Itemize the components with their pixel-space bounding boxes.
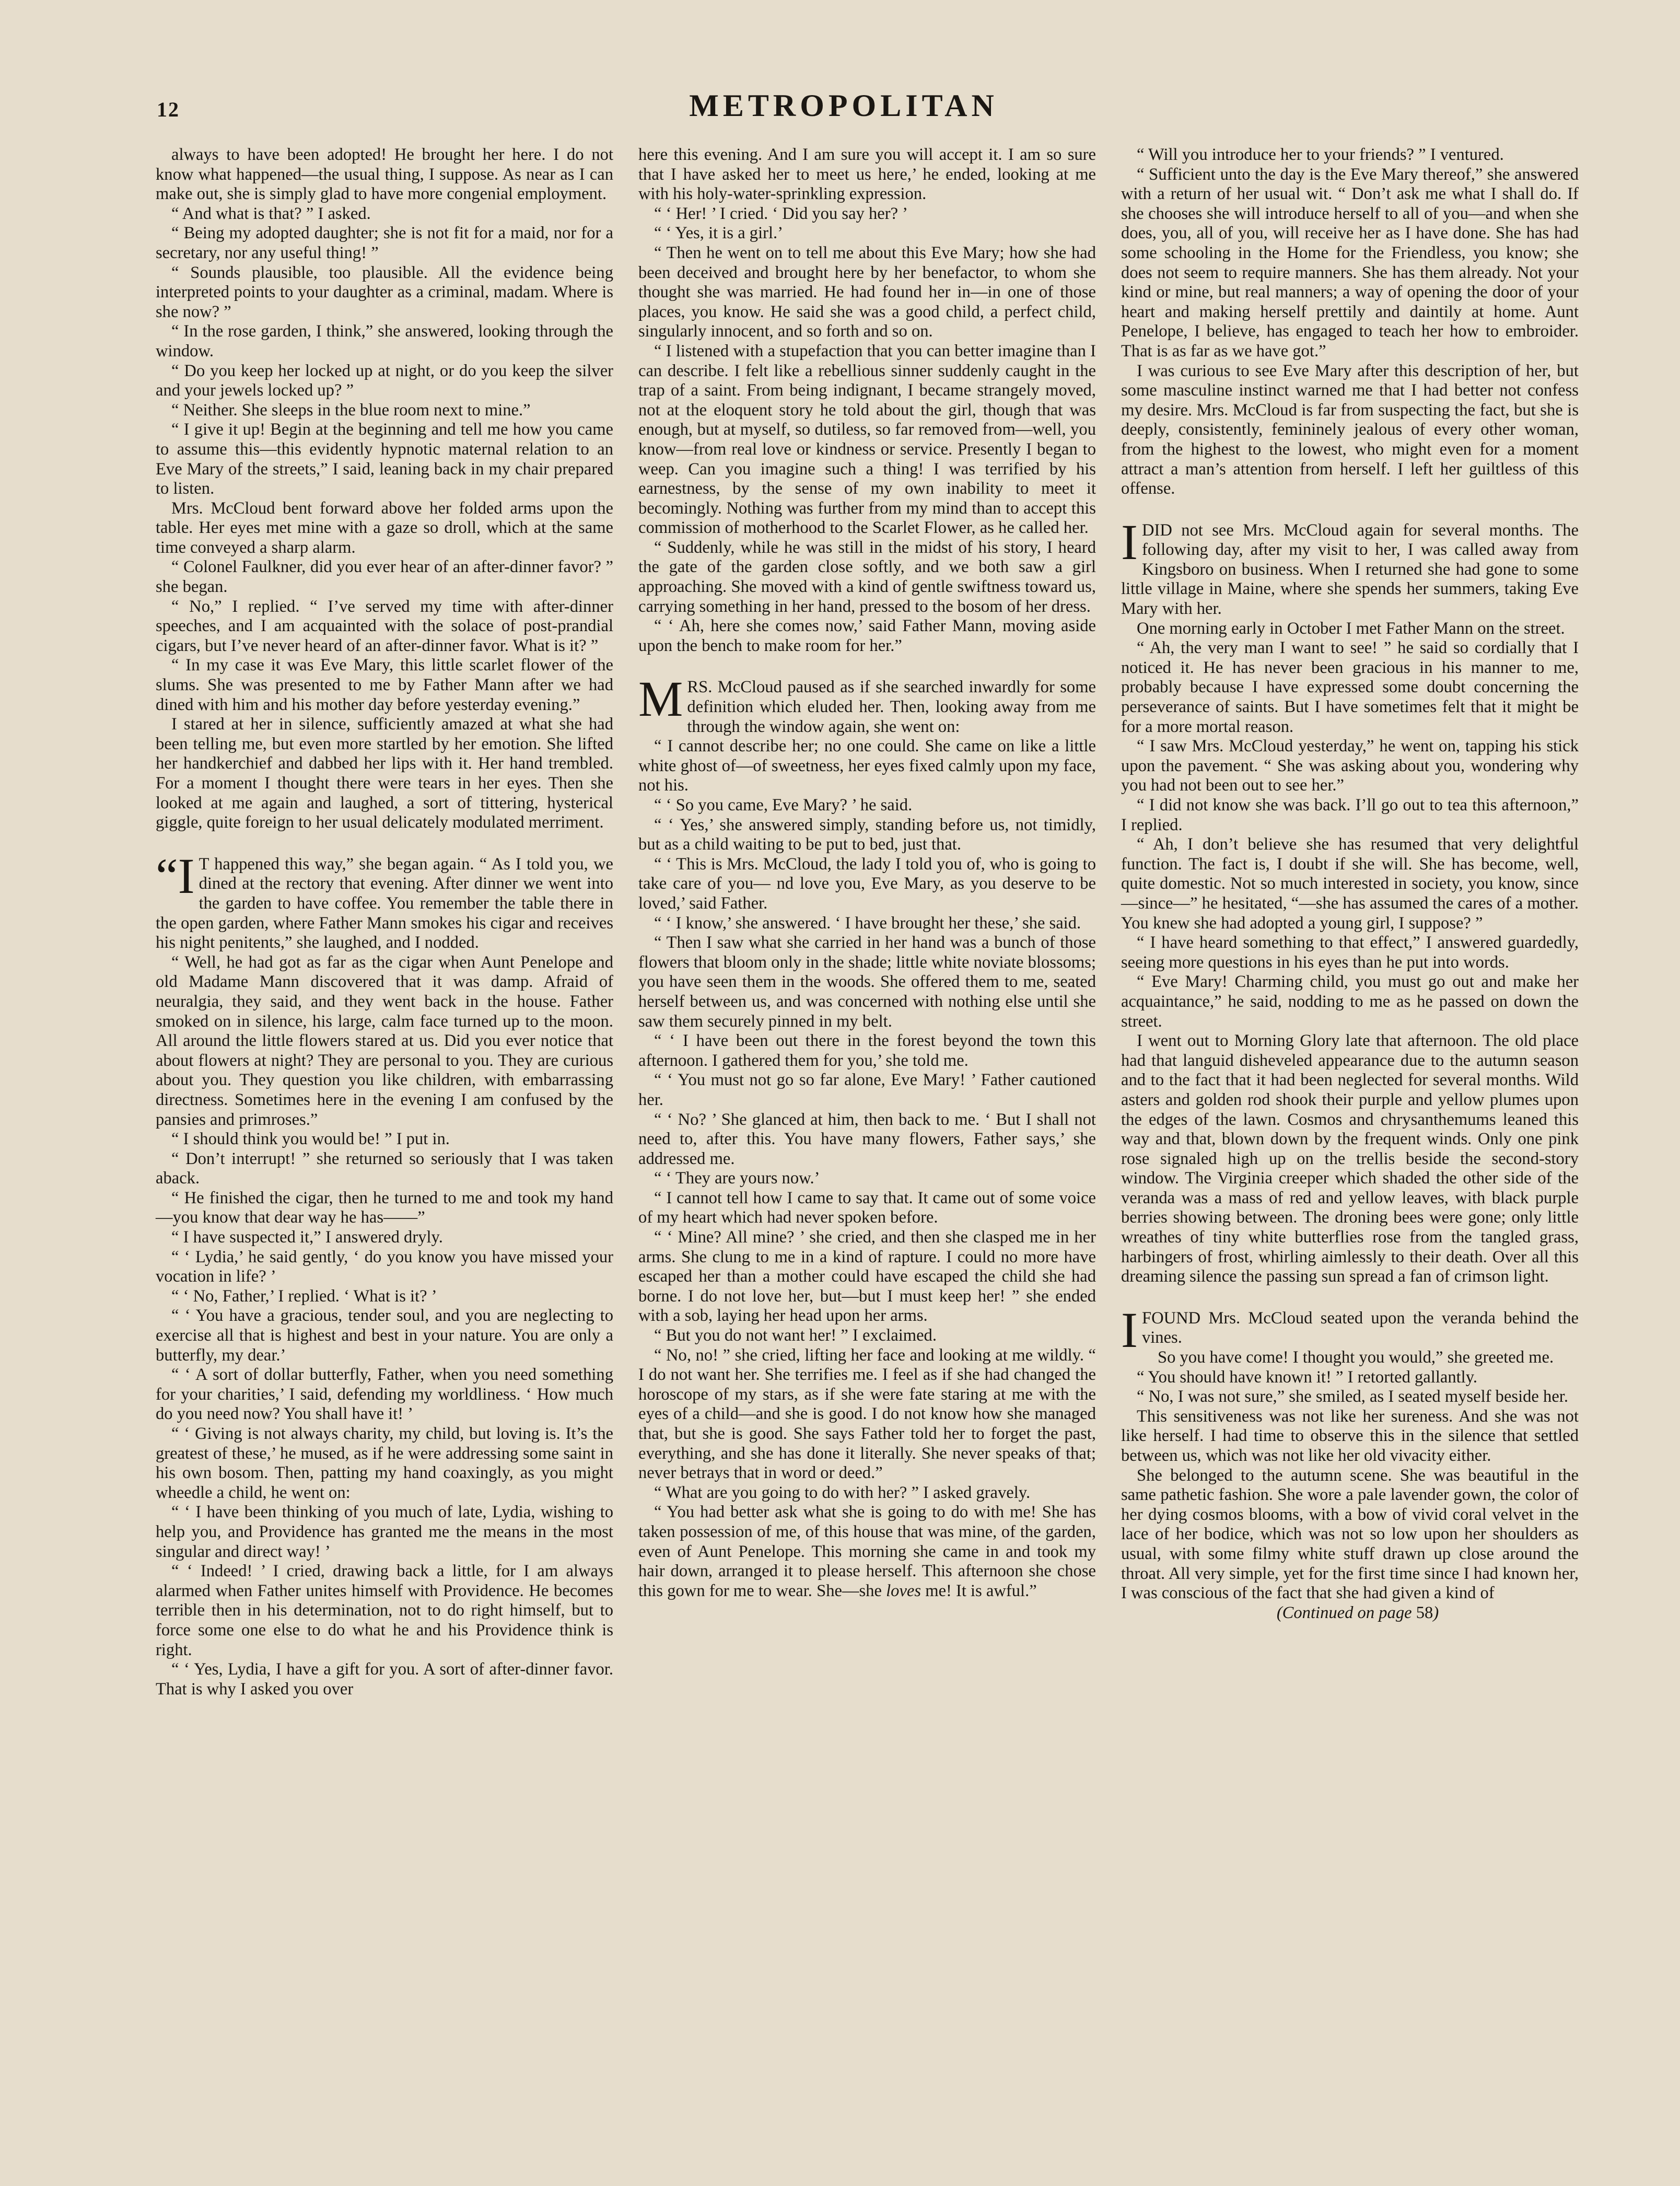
continued-suffix: ) xyxy=(1433,1603,1439,1622)
article-paragraph xyxy=(638,671,1096,737)
article-paragraph xyxy=(156,1228,613,1248)
article-paragraph xyxy=(638,855,1096,914)
article-paragraph xyxy=(638,1483,1096,1503)
article-paragraph xyxy=(638,1031,1096,1071)
drop-cap: I xyxy=(1121,514,1138,570)
article-column-3 xyxy=(1121,145,1579,1623)
paragraph-text: “ Then I saw what she carried in her hand was a bunch of those flowers that bloom only in the shade; little white noviate blossoms; you have seen them in the woods. She offered them to me, seated herself between us, and was concerned with nothing else until she saw them securely pinned in my belt. xyxy=(638,933,1096,1031)
article-paragraph xyxy=(638,737,1096,796)
article-paragraph xyxy=(638,1228,1096,1326)
article-paragraph xyxy=(1121,972,1579,1031)
paragraph-text: “ Colonel Faulkner, did you ever hear of an after-dinner favor? ” she began. xyxy=(156,557,613,597)
paragraph-text: “ In the rose garden, I think,” she answered, looking through the window. xyxy=(156,322,613,361)
paragraph-text: “ ‘ Mine? All mine? ’ she cried, and then she clasped me in her arms. She clung to me in a kind of rapture. I could no more have escaped her than a mother could have escaped the child she had borne. I do not love her, but—but I must keep her! ” she ended with a sob, laying her head upon her arms. xyxy=(638,1228,1096,1325)
article-column-1 xyxy=(156,145,613,1699)
article-paragraph xyxy=(156,715,613,833)
paragraph-text: “ But you do not want her! ” I exclaimed. xyxy=(654,1326,937,1345)
paragraph-text: “ Do you keep her locked up at night, or do you keep the silver and your jewels locked up? ” xyxy=(156,361,613,400)
paragraph-text: Mrs. McCloud bent forward above her folded arms upon the table. Her eyes met mine with a gaze so droll, which at the same time conveyed a sharp alarm. xyxy=(156,498,613,557)
article-paragraph xyxy=(156,401,613,421)
article-paragraph xyxy=(638,1326,1096,1346)
article-paragraph xyxy=(156,322,613,361)
paragraph-text: “ Then he went on to tell me about this Eve Mary; how she had been deceived and brought here by her benefactor, to whom she thought she was married. He had found her in—in one of those places, you know. He said she was a good child, a perfect child, singularly innocent, and so forth and so on. xyxy=(638,243,1096,341)
article-paragraph xyxy=(156,362,613,401)
paragraph-text: DID not see Mrs. McCloud again for several months. The following day, after my visit to her, I was called away from Kingsboro on business. When I returned she had gone to some little village in Maine, where she spends her summers, taking Eve Mary with her. xyxy=(1121,520,1579,619)
paragraph-text: “ Neither. She sleeps in the blue room next to mine.” xyxy=(171,400,531,420)
paragraph-text: “ Ah, I don’t believe she has resumed that very delightful function. The fact is, I doubt if she will. She has become, well, quite domestic. Not so much interested in society, you know, since—since—” he hesitated, “—she has assumed the cares of a mother. You knew she had adopted a young girl, I suppose? ” xyxy=(1121,835,1579,933)
article-paragraph xyxy=(156,953,613,1130)
article-paragraph xyxy=(156,499,613,558)
paragraph-text: always to have been adopted! He brought her here. I do not know what happened—the usual thing, I suppose. As near as I can make out, she is simply glad to have more congenial employment. xyxy=(156,145,613,204)
paragraph-text: “ I should think you would be! ” I put in. xyxy=(171,1130,450,1149)
paragraph-text: “ I listened with a stupefaction that you can better imagine than I can describe. I felt like a rebellious sinner suddenly caught in the trap of a saint. From being indignant, I became strangely moved, not at the eloquent story he told about the girl, though that was enough, but at myself, so dutiless, so far removed from—well, you know—from real love or kindness or service. Presently I began to weep. Can you imagine such a thing! I was terrified by his earnestness, by the sense of my own inability to meet it becomingly. Nothing was further from my mind than to accept this commission of motherhood to the Scarlet Flower, as he called her. xyxy=(638,341,1096,538)
continued-page-number: 58 xyxy=(1416,1603,1433,1622)
article-paragraph xyxy=(638,204,1096,224)
article-paragraph xyxy=(1121,835,1579,933)
paragraph-text: “ I did not know she was back. I’ll go out to tea this afternoon,” I replied. xyxy=(1121,796,1579,834)
paragraph-text: I stared at her in silence, sufficiently amazed at what she had been telling me, but even more startled by her emotion. She lifted her handkerchief and dabbed her lips with it. Her hand trembled. For a moment I thought there were tears in her eyes. Then she looked at me again and laughed, a sort of tittering, hysterical giggle, quite foreign to her usual delicately modulated merriment. xyxy=(156,715,613,832)
article-paragraph xyxy=(156,204,613,224)
paragraph-text: FOUND Mrs. McCloud seated upon the veranda behind the vines. xyxy=(1141,1308,1579,1347)
article-paragraph xyxy=(156,145,613,204)
paragraph-text: RS. McCloud paused as if she searched inwardly for some definition which eluded her. Then, looking away from me through the window again, she went on: xyxy=(687,678,1096,736)
article-paragraph xyxy=(1121,1031,1579,1287)
article-paragraph xyxy=(638,1189,1096,1228)
paragraph-text: “ No,” I replied. “ I’ve served my time with after-dinner speeches, and I am acquainted with the solace of post-prandial cigars, but I’ve never heard of an after-dinner favor. What is it? ” xyxy=(156,597,613,655)
paragraph-text: “ ‘ Ah, here she comes now,’ said Father Mann, moving aside upon the bench to make room for her.” xyxy=(638,617,1096,655)
paragraph-text: “ Well, he had got as far as the cigar when Aunt Penelope and old Madame Mann discovered that it was damp. Afraid of neuralgia, they said, and they went back in the house. Father smoked on in silence, his large, calm face turned up to the moon. All around the little flowers stared at us. Did you ever notice that about flowers at night? They are personal to you. They are curious about you. They question you like children, with embarrassing directness. Sometimes here in the evening I am confused by the pansies and primroses.” xyxy=(156,952,613,1129)
paragraph-text: “ I cannot describe her; no one could. She came on like a little white ghost of—of sweetness, her eyes fixed calmly upon my face, not his. xyxy=(638,737,1096,795)
article-paragraph xyxy=(1121,145,1579,165)
article-paragraph xyxy=(156,420,613,498)
drop-cap: I xyxy=(1121,1301,1138,1358)
article-paragraph xyxy=(1121,1466,1579,1603)
page-number: 12 xyxy=(157,98,180,121)
paragraph-text: T happened this way,” she began again. “ As I told you, we dined at the rectory that evening. After dinner we went into the garden to have coffee. You remember the table there in the open garden, where Father Mann smokes his cigar and receives his night penitents,” she laughed, and I nodded. xyxy=(156,854,613,952)
paragraph-text: “ Will you introduce her to your friends? ” I ventured. xyxy=(1137,145,1504,164)
paragraph-text: “ ‘ Yes,’ she answered simply, standing before us, not timidly, but as a child waiting to be put to bed, just that. xyxy=(638,815,1096,854)
article-paragraph xyxy=(1121,1387,1579,1407)
article-paragraph xyxy=(156,597,613,656)
paragraph-text: “ ‘ This is Mrs. McCloud, the lady I told you of, who is going to take care of you— nd love you, Eve Mary, as you deserve to be loved,’ said Father. xyxy=(638,854,1096,913)
paragraph-text: “ ‘ Lydia,’ he said gently, ‘ do you know you have missed your vocation in life? ’ xyxy=(156,1247,613,1286)
article-paragraph xyxy=(638,1169,1096,1189)
magazine-title: METROPOLITAN xyxy=(689,88,998,123)
paragraph-text: “ ‘ No, Father,’ I replied. ‘ What is it? ’ xyxy=(171,1286,437,1306)
article-paragraph xyxy=(156,847,613,953)
article-paragraph xyxy=(156,1189,613,1228)
paragraph-text: “ Sounds plausible, too plausible. All the evidence being interpreted points to your daughter as a criminal, madam. Where is she now? ” xyxy=(156,263,613,321)
article-paragraph xyxy=(156,1248,613,1287)
paragraph-text: “ What are you going to do with her? ” I asked gravely. xyxy=(654,1483,1031,1502)
paragraph-text: “ ‘ You must not go so far alone, Eve Mary! ’ Father cautioned her. xyxy=(638,1071,1096,1109)
continued-note xyxy=(1121,1603,1579,1623)
paragraph-text: “ Suddenly, while he was still in the midst of his story, I heard the gate of the garden close softly, and we both saw a girl approaching. She moved with a kind of gentle swiftness toward us, carrying something in her hand, pressed to the bosom of her dress. xyxy=(638,538,1096,616)
paragraph-text: “ Eve Mary! Charming child, you must go out and make her acquaintance,” he said, nodding to me as he passed on down the street. xyxy=(1121,972,1579,1031)
paragraph-text: This sensitiveness was not like her sureness. And she was not like herself. I had time to observe this in the silence that settled between us, which was not like her old vivacity either. xyxy=(1121,1406,1579,1465)
article-paragraph xyxy=(156,263,613,322)
article-paragraph xyxy=(638,145,1096,204)
article-paragraph xyxy=(1121,1368,1579,1388)
paragraph-text: “ I cannot tell how I came to say that. It came out of some voice of my heart which had never spoken before. xyxy=(638,1188,1096,1227)
paragraph-text: “ ‘ I have been out there in the forest beyond the town this afternoon. I gathered them for you,’ she told me. xyxy=(638,1031,1096,1070)
paragraph-text: “ ‘ I know,’ she answered. ‘ I have brought her these,’ she said. xyxy=(654,913,1081,933)
paragraph-text: “ ‘ Her! ’ I cried. ‘ Did you say her? ’ xyxy=(654,204,908,223)
article-paragraph xyxy=(638,342,1096,538)
article-paragraph xyxy=(1121,514,1579,619)
paragraph-text: I was curious to see Eve Mary after this description of her, but some masculine instinct warned me that I had better not confess my desire. Mrs. McCloud is far from suspecting the fact, but she is deeply, consistently, femininely jealous of every other woman, from the highest to the lowest, who might even for a moment attract a man’s attention from herself. I left her guiltless of this offense. xyxy=(1121,361,1579,498)
article-paragraph xyxy=(638,1346,1096,1483)
paragraph-text: “ I give it up! Begin at the beginning and tell me how you came to assume this—this evidently hypnotic maternal relation to an Eve Mary of the streets,” I said, leaning back in my chair prepared to listen. xyxy=(156,420,613,498)
emphasis: loves xyxy=(886,1581,921,1600)
continued-prefix: (Continued on page xyxy=(1276,1603,1412,1622)
article-paragraph xyxy=(1121,619,1579,639)
article-paragraph xyxy=(156,224,613,263)
drop-cap: “I xyxy=(156,847,195,904)
paragraph-text: “ Don’t interrupt! ” she returned so seriously that I was taken aback. xyxy=(156,1149,613,1188)
paragraph-text: “ ‘ No? ’ She glanced at him, then back to me. ‘ But I shall not need to, after this. You have many flowers, Father says,’ she addressed me. xyxy=(638,1110,1096,1168)
article-paragraph xyxy=(638,816,1096,855)
article-paragraph xyxy=(1121,638,1579,737)
drop-cap: M xyxy=(638,671,683,727)
paragraph-text: “ Ah, the very man I want to see! ” he said so cordially that I noticed it. He has never been gracious in his manner to me, probably because I have expressed some doubt concerning the perseverance of saints. But I have sometimes felt that it might be for a more mortal reason. xyxy=(1121,638,1579,736)
paragraph-text: “ No, no! ” she cried, lifting her face and looking at me wildly. “ I do not want her. She terrifies me. I feel as if she had changed the horoscope of my stars, as if she were fate staring at me with the eyes of a child—and she is good. I do not know how she managed that, but she is good. She says Father told her to forget the past, everything, and she has done it literally. She never speaks of that; never betrays that in word or deed.” xyxy=(638,1345,1096,1483)
paragraph-text: “ You should have known it! ” I retorted gallantly. xyxy=(1137,1367,1478,1387)
article-paragraph xyxy=(638,1071,1096,1110)
article-paragraph xyxy=(638,933,1096,1031)
article-paragraph xyxy=(1121,362,1579,499)
paragraph-text: I went out to Morning Glory late that afternoon. The old place had that languid disheveled appearance due to the autumn season and to the fact that it had been neglected for several months. Wild asters and golden rod shook their purple and yellow plumes upon the edges of the lawn. Cosmos and chrysanthemums leaned this way and that, blown down by the frequent winds. Only one pink rose signaled high up on the trellis beside the second-story window. The Virginia creeper which shaded the other side of the veranda was a mass of red and yellow leaves, with black purple berries showing between. The droning bees were gone; only little wreathes of tiny white butterflies rose from the tangled grass, harbingers of frost, whirling aimlessly to their death. Over all this dreaming silence the passing sun spread a fan of crimson light. xyxy=(1121,1031,1579,1286)
article-paragraph xyxy=(156,1287,613,1307)
article-paragraph xyxy=(638,224,1096,243)
paragraph-text: “ And what is that? ” I asked. xyxy=(171,204,371,223)
paragraph-text: “ ‘ Indeed! ’ I cried, drawing back a little, for I am always alarmed when Father unites himself with Providence. He becomes terrible then in his determination, not to do right himself, but to force some one else to do what he and his Providence think is right. xyxy=(156,1562,613,1659)
article-paragraph xyxy=(156,557,613,597)
paragraph-text: “ ‘ Giving is not always charity, my child, but loving is. It’s the greatest of these,’ he mused, as if he were addressing some saint in his own bosom. Then, patting my hand coaxingly, as you might wheedle a child, he went on: xyxy=(156,1424,613,1502)
paragraph-text: “ In my case it was Eve Mary, this little scarlet flower of the slums. She was presented to me by Father Mann after we had dined with him and his mother day before yesterday evening.” xyxy=(156,656,613,714)
paragraph-text: “ Being my adopted daughter; she is not fit for a maid, nor for a secretary, nor any useful thing! ” xyxy=(156,224,613,262)
article-paragraph xyxy=(156,1660,613,1699)
article-paragraph xyxy=(156,1562,613,1660)
article-paragraph xyxy=(156,1424,613,1503)
paragraph-text: “ ‘ Yes, it is a girl.’ xyxy=(654,224,784,243)
paragraph-text: One morning early in October I met Father Mann on the street. xyxy=(1137,619,1565,638)
paragraph-text: So you have come! I thought you would,” she greeted me. xyxy=(1157,1348,1554,1367)
paragraph-text: “ ‘ A sort of dollar butterfly, Father, when you need something for your charities,’ I said, defending my worldliness. ‘ How much do you need now? You shall have it! ’ xyxy=(156,1365,613,1424)
article-column-2 xyxy=(638,145,1096,1601)
article-paragraph xyxy=(156,656,613,715)
paragraph-text: “ No, I was not sure,” she smiled, as I seated myself beside her. xyxy=(1137,1387,1568,1406)
paragraph-text: She belonged to the autumn scene. She was beautiful in the same pathetic fashion. She wore a pale lavender gown, the color of her dying cosmos blooms, with a bow of vivid coral velvet in the lace of her bodice, which was not so low upon her shoulders as usual, with some filmy white stuff drawn up close around the throat. All very simple, yet for the first time since I had known her, I was conscious of the fact that she had given a kind of xyxy=(1121,1466,1579,1603)
paragraph-text: here this evening. And I am sure you will accept it. I am so sure that I have asked her to meet us here,’ he ended, looking at me with his holy-water-sprinkling expression. xyxy=(638,145,1096,204)
article-paragraph xyxy=(638,796,1096,816)
paragraph-text: “ ‘ Yes, Lydia, I have a gift for you. A sort of after-dinner favor. That is why I asked you over xyxy=(156,1660,613,1699)
article-paragraph xyxy=(156,1130,613,1149)
page-header xyxy=(157,88,1531,130)
paragraph-text: “ ‘ They are yours now.’ xyxy=(654,1169,820,1188)
article-paragraph xyxy=(156,1365,613,1424)
article-paragraph xyxy=(1121,737,1579,796)
article-paragraph xyxy=(1121,796,1579,835)
article-paragraph xyxy=(638,914,1096,934)
paragraph-text: “ ‘ You have a gracious, tender soul, and you are neglecting to exercise all that is highest and best in your nature. You are only a butterfly, my dear.’ xyxy=(156,1306,613,1365)
article-paragraph xyxy=(156,1149,613,1189)
article-paragraph xyxy=(156,1306,613,1365)
article-paragraph xyxy=(638,1503,1096,1601)
paragraph-text: “ You had better ask what she is going to do with me! She has taken possession of me, of this house that was mine, of the garden, even of Aunt Penelope. This morning she came in and took my hair down, arranged it to please herself. This afternoon she chose this gown for me to wear. She—she loves me! It is awful.” xyxy=(638,1503,1096,1600)
article-paragraph xyxy=(1121,165,1579,362)
article-paragraph xyxy=(1121,933,1579,972)
paragraph-text: “ ‘ I have been thinking of you much of late, Lydia, wishing to help you, and Providence has granted me the means in the most singular and direct way! ’ xyxy=(156,1503,613,1561)
paragraph-text: “ He finished the cigar, then he turned to me and took my hand—you know that dear way he has——” xyxy=(156,1188,613,1227)
paragraph-text: “ Sufficient unto the day is the Eve Mary thereof,” she answered with a return of her usual wit. “ Don’t ask me what I shall do. If she chooses she will introduce herself to all of you—and when she does, you, all of you, will receive her as I have done. She has had some schooling in the Home for the Friendless, you know; she does not seem to require manners. She has them already. Not your kind or mine, but real manners; a way of opening the door of your heart and making herself prettily and daintily at home. Aunt Penelope, I believe, has engaged to teach her how to embroider. That is as far as we have got.” xyxy=(1121,165,1579,361)
paragraph-text: “ I have suspected it,” I answered dryly. xyxy=(171,1228,443,1247)
article-paragraph xyxy=(638,1110,1096,1169)
article-paragraph xyxy=(1121,1407,1579,1466)
paragraph-text: “ I saw Mrs. McCloud yesterday,” he went on, tapping his stick upon the pavement. “ She was asking about you, wondering why you had not been out to see her.” xyxy=(1121,737,1579,795)
article-paragraph xyxy=(638,538,1096,617)
article-paragraph xyxy=(638,243,1096,342)
article-paragraph xyxy=(638,617,1096,656)
article-paragraph xyxy=(156,1503,613,1562)
article-paragraph xyxy=(1121,1348,1579,1368)
paragraph-text: “ ‘ So you came, Eve Mary? ’ he said. xyxy=(654,796,913,815)
paragraph-text: “ I have heard something to that effect,” I answered guardedly, seeing more questions in his eyes than he put into words. xyxy=(1121,933,1579,972)
